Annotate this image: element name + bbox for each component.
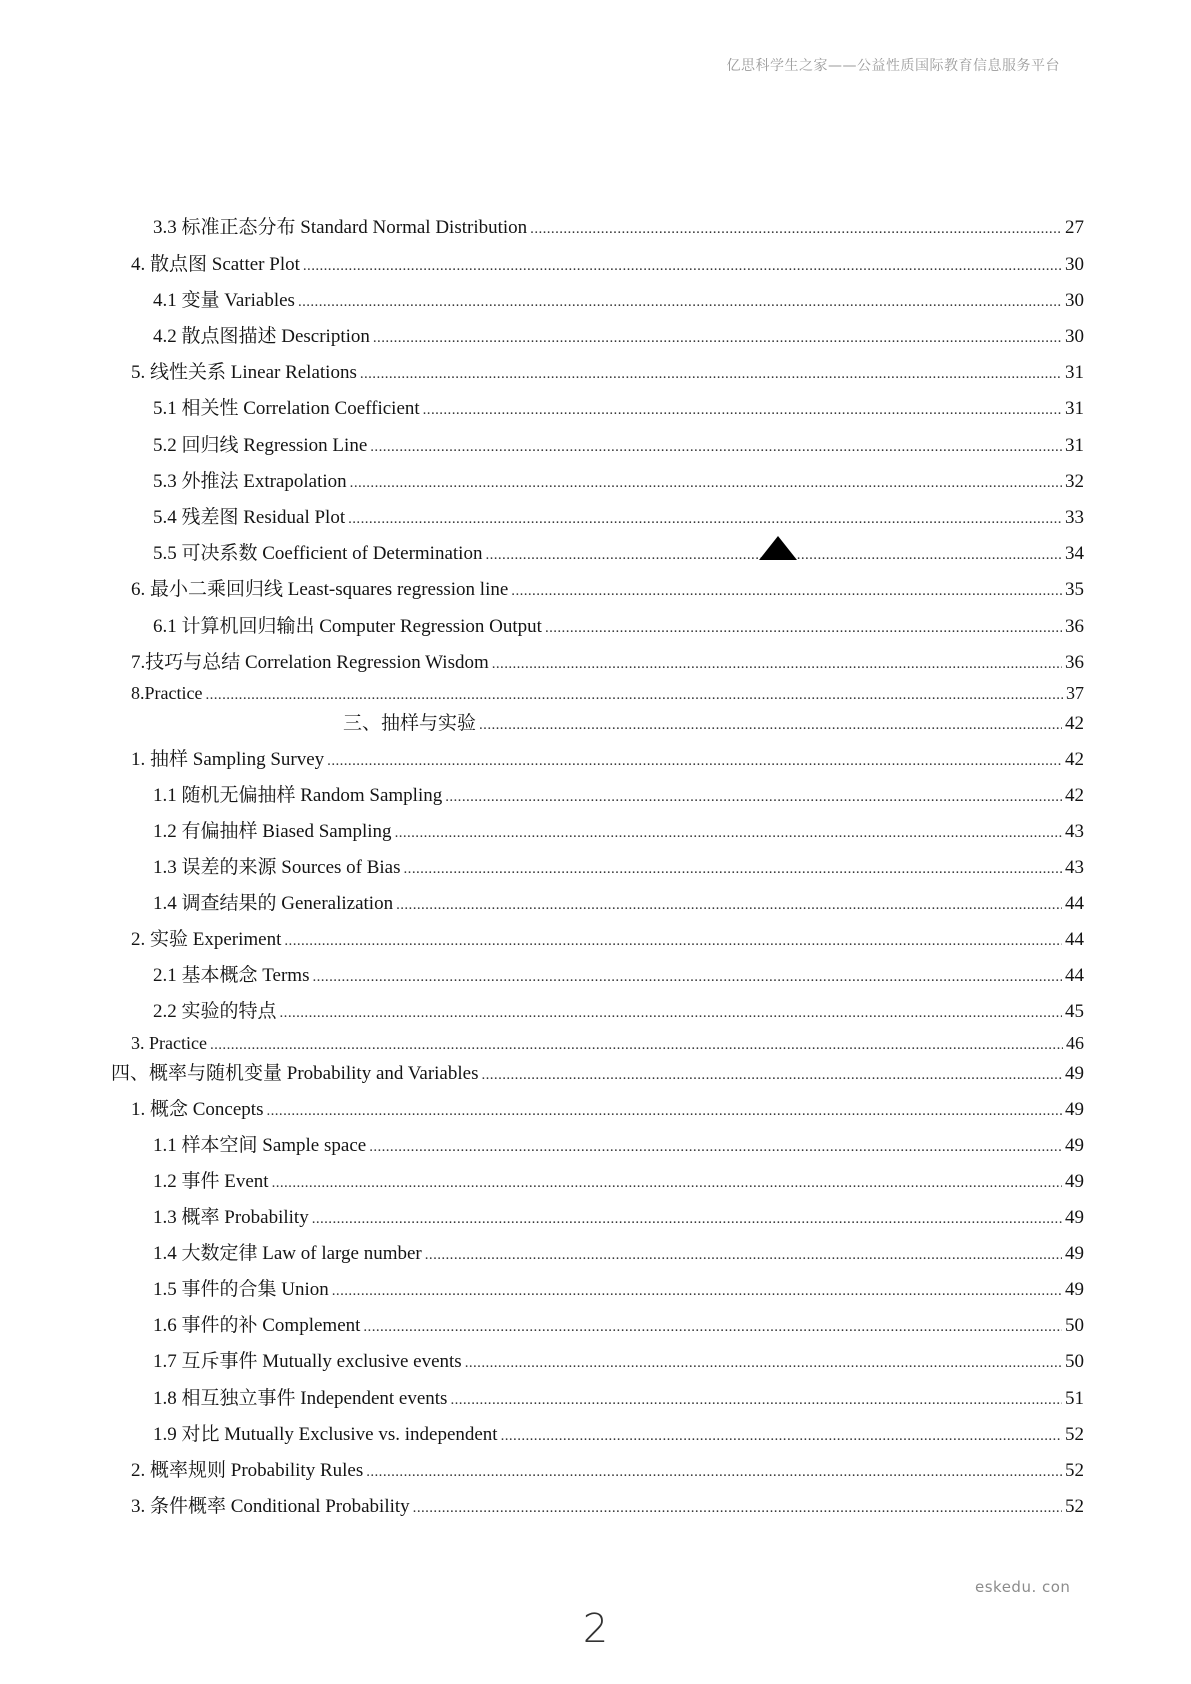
dot-leader: [332, 1277, 1062, 1304]
toc-entry[interactable]: [131, 1458, 1084, 1485]
dot-leader: [481, 1061, 1062, 1088]
dot-leader: [492, 650, 1062, 677]
page-number: 2: [582, 1606, 609, 1652]
toc-entry-page: 44: [1065, 893, 1084, 914]
toc-entry[interactable]: [131, 747, 1084, 774]
dot-leader: [425, 1241, 1062, 1268]
toc-entry[interactable]: [153, 783, 1084, 810]
toc-entry-page: 43: [1065, 857, 1084, 878]
toc-entry[interactable]: [153, 541, 1084, 568]
dot-leader: [530, 215, 1062, 242]
dot-leader: [303, 252, 1062, 279]
toc-entry-page: 33: [1065, 507, 1084, 528]
toc-entry-page: 49: [1065, 1207, 1084, 1228]
toc-entry-title: 1.3 概率 Probability: [153, 1207, 309, 1228]
toc-entry[interactable]: [153, 1133, 1084, 1160]
toc-entry[interactable]: [153, 1313, 1084, 1340]
toc-entry[interactable]: [153, 711, 1084, 738]
toc-entry-title: 5.1 相关性 Correlation Coefficient: [153, 398, 420, 419]
toc-entry-page: 49: [1065, 1279, 1084, 1300]
toc-entry-title: 1.5 事件的合集 Union: [153, 1279, 329, 1300]
dot-leader: [272, 1169, 1062, 1196]
toc-entry[interactable]: [153, 819, 1084, 846]
toc-entry[interactable]: [153, 1386, 1084, 1413]
toc-entry-page: 44: [1065, 965, 1084, 986]
toc-entry-page: 31: [1065, 362, 1084, 383]
toc-entry[interactable]: [131, 360, 1084, 387]
dot-leader: [210, 1030, 1063, 1058]
toc-entry[interactable]: [153, 963, 1084, 990]
toc-entry-page: 35: [1065, 579, 1084, 600]
toc-entry[interactable]: [131, 1494, 1084, 1521]
toc-entry-title: 5.3 外推法 Extrapolation: [153, 471, 347, 492]
dot-leader: [545, 614, 1062, 641]
toc-entry[interactable]: [153, 433, 1084, 460]
toc-entry-title: 1.9 对比 Mutually Exclusive vs. independent: [153, 1424, 498, 1445]
toc-entry-page: 30: [1065, 326, 1084, 347]
dot-leader: [298, 288, 1062, 315]
toc-entry-title: 1.2 事件 Event: [153, 1171, 269, 1192]
toc-entry-title: 4. 散点图 Scatter Plot: [131, 254, 300, 275]
dot-leader: [445, 783, 1062, 810]
dot-leader: [350, 469, 1062, 496]
toc-entry-title: 1.1 样本空间 Sample space: [153, 1135, 367, 1156]
toc-entry-title: 1.1 随机无偏抽样 Random Sampling: [153, 785, 443, 806]
toc-entry-page: 27: [1065, 217, 1084, 238]
toc-entry-title: 1. 概念 Concepts: [131, 1099, 264, 1120]
toc-entry-page: 52: [1065, 1496, 1084, 1517]
toc-entry[interactable]: [153, 215, 1084, 242]
toc-entry-page: 31: [1065, 435, 1084, 456]
toc-entry-title: 四、概率与随机变量 Probability and Variables: [111, 1063, 479, 1084]
toc-entry-page: 50: [1065, 1315, 1084, 1336]
toc-entry[interactable]: [131, 1030, 1084, 1058]
toc-entry-page: 31: [1065, 398, 1084, 419]
toc-entry-page: 30: [1065, 254, 1084, 275]
toc-entry[interactable]: [153, 324, 1084, 351]
toc-entry-title: 4.2 散点图描述 Description: [153, 326, 370, 347]
toc-entry[interactable]: [131, 1097, 1084, 1124]
toc-entry-page: 49: [1065, 1099, 1084, 1120]
toc-entry-title: 1.3 误差的来源 Sources of Bias: [153, 857, 401, 878]
dot-leader: [465, 1349, 1062, 1376]
toc-entry-title: 1.8 相互独立事件 Independent events: [153, 1388, 448, 1409]
toc-entry-page: 36: [1065, 616, 1084, 637]
toc-entry-title: 6. 最小二乘回归线 Least-squares regression line: [131, 579, 509, 600]
toc-entry-page: 42: [1065, 749, 1084, 770]
toc-entry-page: 46: [1066, 1033, 1084, 1053]
dot-leader: [373, 324, 1062, 351]
dot-leader: [479, 711, 1062, 738]
toc-entry-page: 50: [1065, 1351, 1084, 1372]
toc-entry-title: 4.1 变量 Variables: [153, 290, 295, 311]
toc-entry-page: 51: [1065, 1388, 1084, 1409]
toc-entry-title: 1.6 事件的补 Complement: [153, 1315, 361, 1336]
toc-entry[interactable]: [153, 1422, 1084, 1449]
toc-entry-title: 5.4 残差图 Residual Plot: [153, 507, 346, 528]
toc-entry-page: 44: [1065, 929, 1084, 950]
dot-leader: [404, 855, 1062, 882]
toc-entry-title: 3. 条件概率 Conditional Probability: [131, 1496, 410, 1517]
dot-leader: [423, 396, 1062, 423]
toc-entry-title: 2. 概率规则 Probability Rules: [131, 1460, 364, 1481]
dot-leader: [312, 1205, 1062, 1232]
toc-entry[interactable]: [153, 1277, 1084, 1304]
dot-leader: [348, 505, 1062, 532]
toc-entry[interactable]: [153, 999, 1084, 1026]
dot-leader: [395, 819, 1062, 846]
dot-leader: [366, 1458, 1062, 1485]
dot-leader: [284, 927, 1062, 954]
toc-entry[interactable]: [153, 855, 1084, 882]
dot-leader: [501, 1422, 1062, 1449]
toc-entry[interactable]: [111, 1061, 1084, 1088]
toc-entry-title: 1.2 有偏抽样 Biased Sampling: [153, 821, 392, 842]
dot-leader: [396, 891, 1062, 918]
toc-entry-title: 1.4 大数定律 Law of large number: [153, 1243, 422, 1264]
toc-entry-title: 3. Practice: [131, 1033, 207, 1053]
toc-entry[interactable]: [153, 1349, 1084, 1376]
toc-entry[interactable]: [153, 396, 1084, 423]
dot-leader: [360, 360, 1062, 387]
dot-leader: [363, 1313, 1062, 1340]
toc-entry-title: 2. 实验 Experiment: [131, 929, 282, 950]
toc-entry-title: 6.1 计算机回归输出 Computer Regression Output: [153, 616, 542, 637]
toc-entry-page: 32: [1065, 471, 1084, 492]
toc-entry[interactable]: [131, 577, 1084, 604]
dot-leader: [280, 999, 1062, 1026]
toc-entry-page: 49: [1065, 1243, 1084, 1264]
dot-leader: [205, 680, 1063, 708]
toc-entry-title: 2.2 实验的特点: [153, 1001, 277, 1022]
toc-entry-page: 52: [1065, 1460, 1084, 1481]
toc-entry-title: 2.1 基本概念 Terms: [153, 965, 310, 986]
toc-entry[interactable]: [131, 680, 1084, 708]
toc-entry-title: 5. 线性关系 Linear Relations: [131, 362, 357, 383]
toc-entry-title: 3.3 标准正态分布 Standard Normal Distribution: [153, 217, 528, 238]
toc-entry[interactable]: [153, 505, 1084, 532]
dot-leader: [450, 1386, 1062, 1413]
toc-entry-title: 5.5 可决系数 Coefficient of Determination: [153, 543, 483, 564]
toc-entry-title: 7.技巧与总结 Correlation Regression Wisdom: [131, 652, 489, 673]
dot-leader: [370, 433, 1062, 460]
toc-entry-title: 三、抽样与实验: [343, 713, 477, 734]
toc-entry[interactable]: [131, 252, 1084, 279]
dot-leader: [511, 577, 1062, 604]
toc-entry[interactable]: [153, 1205, 1084, 1232]
toc-entry-page: 52: [1065, 1424, 1084, 1445]
site-watermark: eskedu. con: [975, 1578, 1071, 1596]
toc-entry-title: 1. 抽样 Sampling Survey: [131, 749, 325, 770]
dot-leader: [413, 1494, 1062, 1521]
toc-entry-title: 8.Practice: [131, 683, 203, 703]
toc-entry-page: 49: [1065, 1063, 1084, 1084]
toc-entry[interactable]: [153, 469, 1084, 496]
dot-leader: [266, 1097, 1062, 1124]
toc-entry-page: 43: [1065, 821, 1084, 842]
toc-entry-title: 1.4 调查结果的 Generalization: [153, 893, 394, 914]
dot-leader: [312, 963, 1062, 990]
toc-entry[interactable]: [153, 614, 1084, 641]
toc-entry[interactable]: [131, 650, 1084, 677]
toc-entry-page: 30: [1065, 290, 1084, 311]
toc-entry-page: 36: [1065, 652, 1084, 673]
site-header-note: 亿思科学生之家——公益性质国际教育信息服务平台: [726, 58, 1060, 74]
toc-entry-page: 49: [1065, 1135, 1084, 1156]
toc-entry-page: 42: [1065, 785, 1084, 806]
dot-leader: [369, 1133, 1062, 1160]
toc-entry[interactable]: [153, 1241, 1084, 1268]
toc-entry[interactable]: [153, 288, 1084, 315]
toc-entry-page: 49: [1065, 1171, 1084, 1192]
cursor-triangle-icon: [759, 536, 797, 560]
toc-entry[interactable]: [153, 1169, 1084, 1196]
toc-entry[interactable]: [131, 927, 1084, 954]
toc-entry-page: 37: [1066, 683, 1084, 703]
dot-leader: [327, 747, 1062, 774]
toc-entry-page: 34: [1065, 543, 1084, 564]
toc-entry[interactable]: [153, 891, 1084, 918]
toc-entry-title: 5.2 回归线 Regression Line: [153, 435, 368, 456]
toc-entry-title: 1.7 互斥事件 Mutually exclusive events: [153, 1351, 462, 1372]
toc-entry-page: 45: [1065, 1001, 1084, 1022]
toc-entry-page: 42: [1065, 713, 1084, 734]
